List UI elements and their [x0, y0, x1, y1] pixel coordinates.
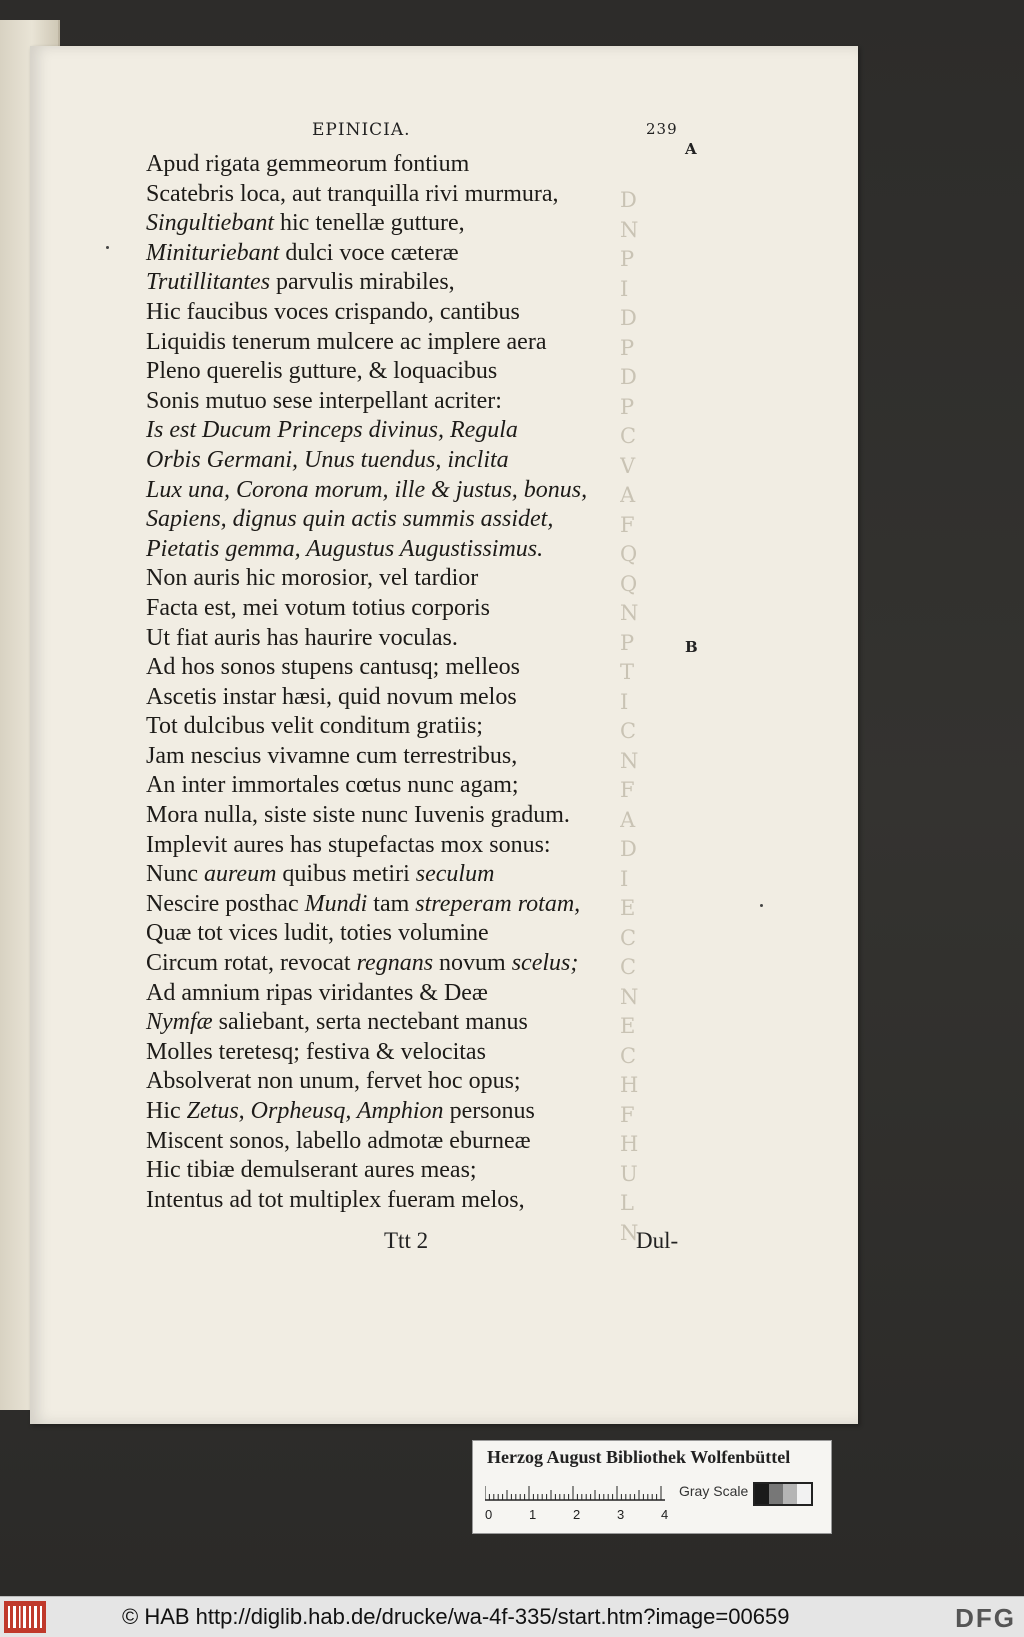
roman-text: Non auris hic morosior, vel tardior — [146, 565, 479, 592]
text-line — [146, 150, 676, 180]
roman-text: novum — [433, 950, 512, 977]
gray-scale-label: Gray Scale — [679, 1483, 749, 1499]
italic-text: Nymfæ — [146, 1009, 213, 1036]
text-line — [146, 476, 676, 506]
text-line — [146, 1008, 676, 1038]
roman-text: hic tenellæ gutture, — [274, 210, 465, 237]
roman-text: Jam nescius vivamne cum terrestribus, — [146, 742, 518, 769]
text-line — [146, 712, 676, 742]
italic-text: Lux una, Corona morum, ille & justus, bonus, — [146, 476, 588, 503]
gray-swatch — [755, 1484, 769, 1504]
roman-text: Nescire posthac — [146, 890, 305, 917]
roman-text: Ad hos sonos stupens cantusq; melleos — [146, 654, 520, 681]
text-line — [146, 1038, 676, 1068]
text-line — [146, 771, 676, 801]
text-line — [146, 801, 676, 831]
margin-letter-a: A — [685, 140, 697, 158]
text-line — [146, 239, 676, 269]
text-line — [146, 890, 676, 920]
text-line — [146, 919, 676, 949]
text-line — [146, 949, 676, 979]
roman-text: Ut fiat auris has haurire voculas. — [146, 624, 458, 651]
ink-speck — [106, 246, 109, 249]
ruler-number: 2 — [573, 1507, 581, 1522]
roman-text: Molles teretesq; festiva & velocitas — [146, 1038, 486, 1065]
roman-text: personus — [443, 1098, 535, 1124]
italic-text: Sapiens, dignus quin actis summis assidet, — [146, 506, 554, 533]
roman-text: Mora nulla, siste siste nunc Iuvenis gradum. — [146, 802, 570, 829]
roman-text: Intentus ad tot multiplex fueram melos, — [146, 1186, 525, 1213]
text-line — [146, 446, 676, 476]
roman-text: saliebant, serta nectebant manus — [212, 1009, 528, 1036]
ruler-number: 4 — [661, 1507, 669, 1522]
margin-letter-b: B — [685, 638, 698, 656]
italic-text: Orbis Germani, Unus tuendus, inclita — [146, 446, 509, 473]
copyright-link[interactable]: © HAB http://diglib.hab.de/drucke/wa-4f-335/start.htm?image=00659 — [122, 1604, 790, 1629]
text-line — [146, 831, 676, 861]
footer-bar — [0, 1596, 1024, 1637]
roman-text: An inter immortales cœtus nunc agam; — [146, 772, 519, 799]
roman-text: Tot dulcibus velit conditum gratiis; — [146, 713, 483, 740]
roman-text: Miscent sonos, labello admotæ eburneæ — [146, 1127, 531, 1154]
text-line — [146, 298, 676, 328]
ink-speck — [760, 904, 763, 907]
text-line — [146, 357, 676, 387]
roman-text: Implevit aures has stupefactas mox sonus: — [146, 831, 551, 858]
roman-text: tam — [367, 890, 416, 917]
italic-text: seculum — [415, 861, 495, 888]
text-line — [146, 564, 676, 594]
text-line — [146, 535, 676, 565]
italic-text: Mundi — [304, 890, 368, 917]
dfg-logo: DFG — [955, 1603, 1016, 1633]
gray-swatch — [769, 1484, 783, 1504]
italic-text: Trutillitantes — [146, 269, 271, 296]
show-through-text: D N P I D P D P C V A F Q Q N P T I C N F A D I E C C N E C H F H U L N — [620, 188, 639, 1245]
italic-text: Pietatis gemma, Augustus Augustissimus. — [146, 535, 544, 562]
roman-text: Hic — [146, 1098, 187, 1124]
text-line — [146, 860, 676, 890]
library-name: Herzog August Bibliothek Wolfenbüttel — [487, 1447, 791, 1467]
italic-text: streperam rotam, — [415, 890, 581, 917]
roman-text: Ascetis instar hæsi, quid novum melos — [146, 683, 517, 710]
text-line — [146, 505, 676, 535]
roman-text: dulci voce cæteræ — [279, 239, 459, 266]
gray-swatch — [797, 1484, 811, 1504]
catchword: Dul- — [636, 1228, 679, 1253]
text-line — [146, 683, 676, 713]
roman-text: Hic tibiæ demulserant aures meas; — [146, 1157, 477, 1184]
roman-text: Nunc — [146, 861, 204, 888]
roman-text: Pleno querelis gutture, & loquacibus — [146, 358, 498, 385]
roman-text: Apud rigata gemmeorum fontium — [146, 151, 470, 177]
text-line — [146, 209, 676, 239]
barcode-icon — [4, 1601, 46, 1633]
text-line — [146, 416, 676, 446]
text-line — [146, 268, 676, 298]
italic-text: scelus; — [511, 950, 579, 977]
roman-text: Absolverat non unum, fervet hoc opus; — [146, 1068, 521, 1095]
roman-text: Sonis mutuo sese interpellant acriter: — [146, 387, 502, 414]
text-line — [146, 1156, 676, 1186]
scale-ruler-icon — [485, 1479, 665, 1501]
italic-text: Minituriebant — [146, 239, 280, 266]
page-number: 239 — [646, 120, 678, 138]
text-line — [146, 742, 676, 772]
ruler-number: 3 — [617, 1507, 625, 1522]
gray-swatch — [783, 1484, 797, 1504]
italic-text: Zetus, Orpheusq, Amphion — [186, 1098, 444, 1124]
roman-text: quibus metiri — [276, 861, 416, 888]
text-line — [146, 653, 676, 683]
ruler-number: 1 — [529, 1507, 537, 1522]
roman-text: Liquidis tenerum mulcere ac implere aera — [146, 328, 547, 355]
text-line — [146, 624, 676, 654]
text-line — [146, 1186, 676, 1216]
gray-scale-swatches — [753, 1482, 813, 1506]
roman-text: Hic faucibus voces crispando, cantibus — [146, 298, 520, 325]
ruler-number: 0 — [485, 1507, 493, 1522]
roman-text: Scatebris loca, aut tranquilla rivi murmura, — [146, 180, 559, 207]
roman-text: Circum rotat, revocat — [146, 950, 357, 977]
poem-text — [146, 150, 676, 1215]
roman-text: Quæ tot vices ludit, toties volumine — [146, 920, 489, 947]
roman-text: Facta est, mei votum totius corporis — [146, 594, 490, 621]
italic-text: aureum — [203, 861, 277, 888]
text-line — [146, 979, 676, 1009]
text-line — [146, 594, 676, 624]
text-line — [146, 180, 676, 210]
running-title: EPINICIA. — [312, 120, 411, 140]
roman-text: Ad amnium ripas viridantes & Deæ — [146, 979, 488, 1006]
signature-mark: Ttt 2 — [384, 1228, 429, 1253]
italic-text: Singultiebant — [146, 210, 274, 237]
ruler-numbers — [485, 1507, 675, 1525]
text-line — [146, 387, 676, 417]
text-line — [146, 1097, 676, 1127]
text-line — [146, 1067, 676, 1097]
italic-text: Is est Ducum Princeps divinus, Regula — [146, 417, 518, 444]
text-line — [146, 1127, 676, 1157]
text-line — [146, 328, 676, 358]
roman-text: parvulis mirabiles, — [270, 269, 455, 296]
italic-text: regnans — [356, 950, 434, 977]
color-calibration-card — [472, 1440, 832, 1534]
